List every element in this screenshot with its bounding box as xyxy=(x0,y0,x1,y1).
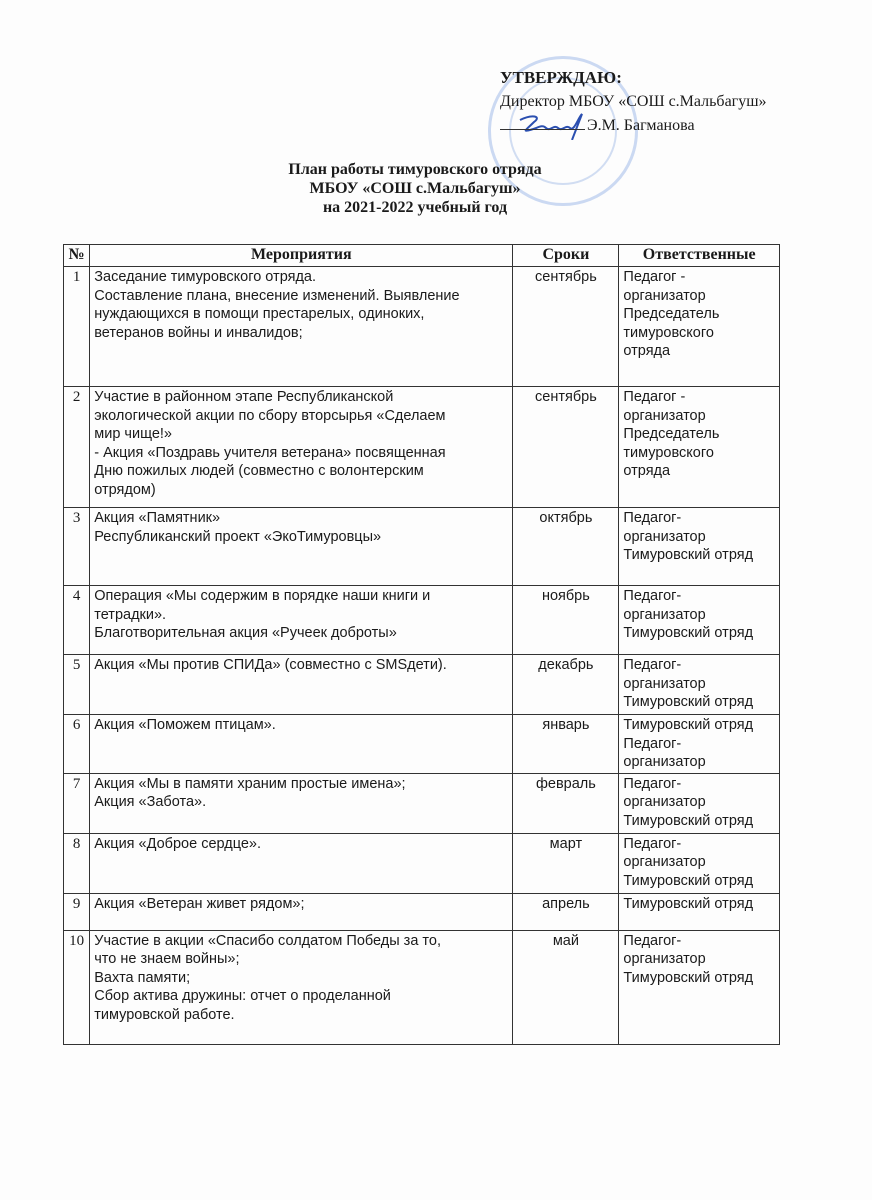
cell-line: Тимуровский отряд xyxy=(623,895,754,912)
cell-line: тимуровской работе. xyxy=(94,1006,235,1023)
event-cell xyxy=(90,773,513,833)
event-cell xyxy=(90,930,513,1044)
responsible-cell xyxy=(619,833,780,893)
title-line: на 2021-2022 учебный год xyxy=(322,199,508,216)
document-title xyxy=(0,160,830,217)
row-number: 6 xyxy=(64,715,90,774)
approval-position: Директор МБОУ «СОШ с.Мальбагуш» xyxy=(500,93,767,110)
date-cell: февраль xyxy=(513,773,619,833)
table-row xyxy=(64,267,780,387)
cell-line: Председатель xyxy=(623,306,720,322)
cell-line: тимуровского xyxy=(623,324,714,341)
header-dates: Сроки xyxy=(513,245,619,267)
cell-line: Тимуровский отряд xyxy=(623,812,754,829)
table-row xyxy=(64,930,780,1044)
cell-line: Педагог- xyxy=(623,775,682,792)
table-row xyxy=(64,508,780,586)
cell-line: экологической акции по сбору вторсырья «Сделаем xyxy=(94,407,446,424)
cell-line: Тимуровский отряд xyxy=(623,625,754,641)
cell-line: Акция «Ветеран живет рядом»; xyxy=(94,895,305,912)
event-cell xyxy=(90,586,513,655)
cell-line: Дню пожилых людей (совместно с волонтерским xyxy=(94,463,424,479)
responsible-cell xyxy=(619,930,780,1044)
cell-line: отряда xyxy=(623,463,671,479)
cell-line: организатор xyxy=(623,528,706,545)
table-row xyxy=(64,893,780,930)
row-number: 4 xyxy=(64,586,90,655)
cell-line: Тимуровский отряд xyxy=(623,872,754,889)
cell-line: тетрадки». xyxy=(94,606,167,623)
responsible-cell xyxy=(619,773,780,833)
responsible-cell xyxy=(619,586,780,655)
cell-line: Вахта памяти; xyxy=(94,969,191,986)
event-cell xyxy=(90,655,513,715)
cell-line: организатор xyxy=(623,606,706,623)
cell-line: Педагог- xyxy=(623,510,682,526)
cell-line: организатор xyxy=(623,951,706,967)
responsible-cell xyxy=(619,387,780,508)
table-row xyxy=(64,773,780,833)
cell-line: - Акция «Поздравь учителя ветерана» посвященная xyxy=(94,444,446,461)
cell-line: нуждающихся в помощи престарелых, одиноких, xyxy=(94,306,425,322)
cell-line: Участие в районном этапе Республиканской xyxy=(94,389,394,405)
row-number: 5 xyxy=(64,655,90,715)
date-cell: май xyxy=(513,930,619,1044)
date-cell: сентябрь xyxy=(513,267,619,387)
date-cell: октябрь xyxy=(513,508,619,586)
event-cell xyxy=(90,267,513,387)
title-line: МБОУ «СОШ с.Мальбагуш» xyxy=(309,180,521,197)
event-cell xyxy=(90,833,513,893)
header-events: Мероприятия xyxy=(90,245,513,267)
table-row xyxy=(64,833,780,893)
date-cell: ноябрь xyxy=(513,586,619,655)
cell-line: организатор xyxy=(623,794,706,810)
cell-line: Акция «Мы в памяти храним простые имена»; xyxy=(94,775,406,792)
cell-line: Акция «Поможем птицам». xyxy=(94,717,276,733)
cell-line: Тимуровский отряд xyxy=(623,547,754,563)
cell-line: Акция «Памятник» xyxy=(94,510,221,526)
title-line: План работы тимуровского отряда xyxy=(288,161,542,178)
plan-table xyxy=(63,244,780,1045)
cell-line: отрядом) xyxy=(94,481,156,498)
row-number: 3 xyxy=(64,508,90,586)
table-row xyxy=(64,586,780,655)
cell-line: Республиканский проект «ЭкоТимуровцы» xyxy=(94,528,382,545)
cell-line: Председатель xyxy=(623,426,720,442)
table-row xyxy=(64,387,780,508)
responsible-cell xyxy=(619,508,780,586)
approval-name: Э.М. Багманова xyxy=(587,117,695,134)
cell-line: Педагог- xyxy=(623,588,682,604)
approval-block xyxy=(500,66,767,138)
cell-line: мир чище!» xyxy=(94,426,172,442)
cell-line: Педагог- xyxy=(623,657,682,673)
row-number: 7 xyxy=(64,773,90,833)
event-cell xyxy=(90,715,513,774)
event-cell xyxy=(90,893,513,930)
cell-line: Тимуровский отряд xyxy=(623,694,754,710)
approval-heading: УТВЕРЖДАЮ: xyxy=(500,68,622,87)
row-number: 2 xyxy=(64,387,90,508)
cell-line: Акция «Доброе сердце». xyxy=(94,835,261,852)
responsible-cell xyxy=(619,715,780,774)
row-number: 10 xyxy=(64,930,90,1044)
event-cell xyxy=(90,387,513,508)
cell-line: Заседание тимуровского отряда. xyxy=(94,269,316,285)
cell-line: Педагог- xyxy=(623,932,682,949)
table-row xyxy=(64,655,780,715)
cell-line: ветеранов войны и инвалидов; xyxy=(94,324,303,341)
cell-line: Педагог - xyxy=(623,269,686,285)
cell-line: Составление плана, внесение изменений. Выявление xyxy=(94,287,460,304)
header-number: № xyxy=(64,245,90,267)
event-cell xyxy=(90,508,513,586)
cell-line: Сбор актива дружины: отчет о проделанной xyxy=(94,988,391,1004)
cell-line: Тимуровский отряд xyxy=(623,717,754,733)
cell-line: организатор xyxy=(623,754,706,770)
cell-line: организатор xyxy=(623,407,706,424)
cell-line: что не знаем войны»; xyxy=(94,951,240,967)
cell-line: тимуровского xyxy=(623,444,714,461)
signature-line xyxy=(500,115,585,130)
cell-line: Педагог - xyxy=(623,389,686,405)
header-responsible: Ответственные xyxy=(619,245,780,267)
date-cell: апрель xyxy=(513,893,619,930)
date-cell: январь xyxy=(513,715,619,774)
cell-line: отряда xyxy=(623,343,671,359)
cell-line: Акция «Мы против СПИДа» (совместно с SMSдети). xyxy=(94,657,447,673)
row-number: 1 xyxy=(64,267,90,387)
date-cell: март xyxy=(513,833,619,893)
table-header-row xyxy=(64,245,780,267)
row-number: 9 xyxy=(64,893,90,930)
cell-line: Тимуровский отряд xyxy=(623,969,754,986)
responsible-cell xyxy=(619,655,780,715)
responsible-cell xyxy=(619,267,780,387)
responsible-cell xyxy=(619,893,780,930)
row-number: 8 xyxy=(64,833,90,893)
cell-line: организатор xyxy=(623,675,706,692)
date-cell: сентябрь xyxy=(513,387,619,508)
cell-line: Участие в акции «Спасибо солдатом Победы за то, xyxy=(94,932,441,949)
cell-line: Операция «Мы содержим в порядке наши книги и xyxy=(94,588,431,604)
cell-line: Педагог- xyxy=(623,835,682,852)
date-cell: декабрь xyxy=(513,655,619,715)
cell-line: организатор xyxy=(623,854,706,870)
cell-line: Педагог- xyxy=(623,735,682,752)
cell-line: Благотворительная акция «Ручеек доброты» xyxy=(94,625,397,641)
cell-line: организатор xyxy=(623,287,706,304)
cell-line: Акция «Забота». xyxy=(94,794,207,810)
table-row xyxy=(64,715,780,774)
